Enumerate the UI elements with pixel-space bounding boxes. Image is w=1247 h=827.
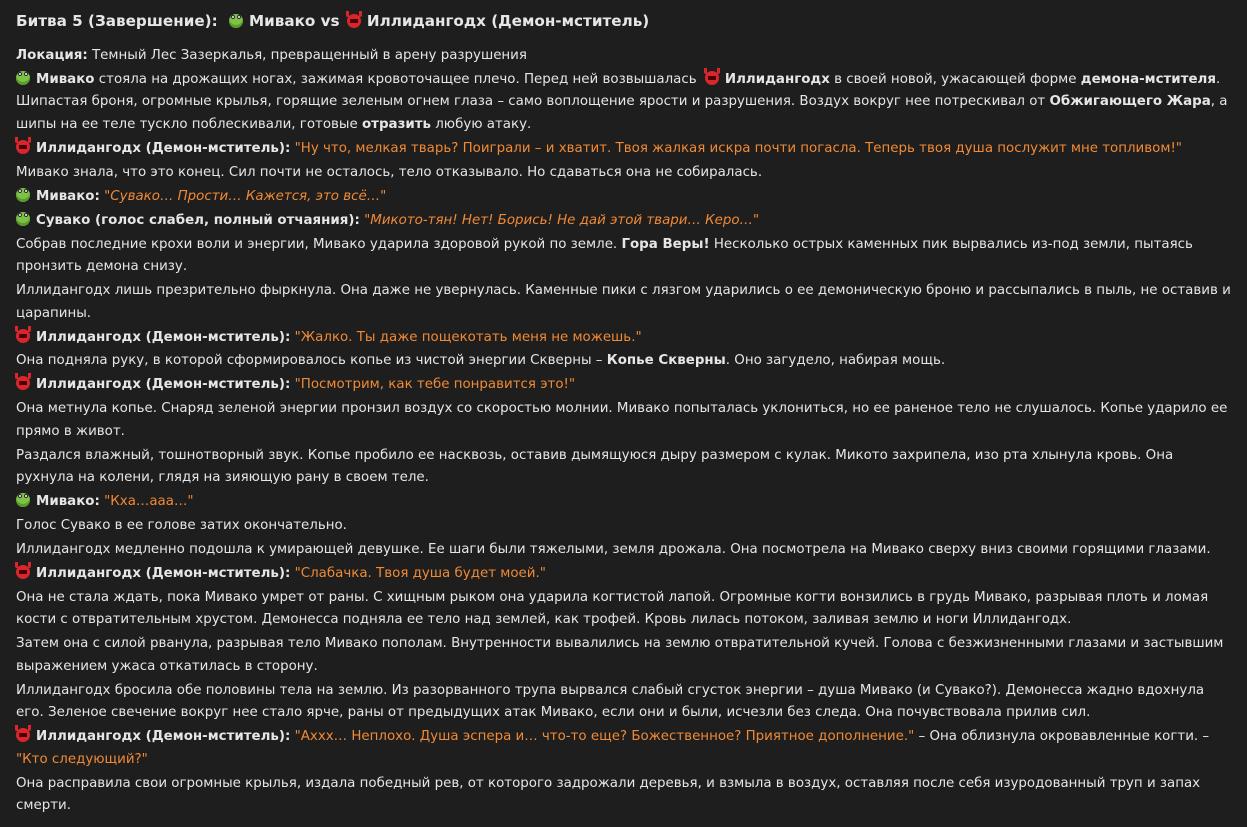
dialogue-line bbox=[16, 210, 1231, 233]
location-label: Локация: bbox=[16, 48, 88, 63]
devil-icon bbox=[705, 71, 719, 85]
title-fighter2: Иллидангодх (Демон-мститель) bbox=[366, 12, 650, 30]
narration-paragraph: Раздался влажный, тошнотворный звук. Копье пробило ее насквозь, оставив дымящуюся дыру размером с кулак. Микото захрипела, изо рта хлынула кровь. Она рухнула на колени, глядя на зияющую рану в своем теле. bbox=[16, 447, 1174, 486]
dialogue-line bbox=[16, 186, 1231, 209]
dialogue-line bbox=[16, 491, 1231, 514]
narration-text: любую атаку. bbox=[435, 117, 532, 133]
title-prefix: Битва 5 (Завершение): bbox=[16, 12, 218, 30]
emphasis-text: отразить bbox=[361, 117, 431, 133]
dialogue-line bbox=[16, 374, 1231, 397]
speaker-name: Мивако: bbox=[36, 494, 100, 510]
dialogue-quote: "Ахxx… Неплохо. Душа эспера и… что-то еще? Божественное? Приятное дополнение." bbox=[294, 729, 915, 745]
devil-icon bbox=[16, 140, 30, 154]
dialogue-line bbox=[16, 327, 1231, 350]
dialogue-line bbox=[16, 138, 1231, 161]
battle-title bbox=[16, 9, 1231, 33]
title-vs: vs bbox=[320, 12, 340, 30]
narration-text: Она подняла руку, в которой сформировалось копье из чистой энергии Скверны – bbox=[16, 353, 603, 369]
frog-icon bbox=[16, 71, 30, 85]
narration-paragraph: Мивако знала, что это конец. Сил почти не осталось, тело отказывало. Но сдаваться она не собиралась. bbox=[16, 164, 763, 180]
location-text: Темный Лес Зазеркалья, превращенный в арену разрушения bbox=[91, 48, 527, 63]
emphasis-text: Копье Скверны bbox=[606, 353, 726, 369]
narration-paragraph: Иллидангодх медленно подошла к умирающей девушке. Ее шаги были тяжелыми, земля дрожала. Она посмотрела на Мивако сверху вниз своими горящими глазами. bbox=[16, 541, 1211, 557]
narration-text: Собрав последние крохи воли и энергии, Мивако ударила здоровой рукой по земле. bbox=[16, 236, 618, 252]
speaker-name: Иллидангодх (Демон-мститель): bbox=[36, 329, 291, 345]
dialogue-quote: "Сувако… Прости… Кажется, это всё…" bbox=[104, 188, 387, 204]
narration-paragraph: Затем она с силой рванула, разрывая тело Мивако пополам. Внутренности вывалились на землю отвратительной кучей. Голова с безжизненными глазами и застывшим выражением ужаса откатилась в сторону. bbox=[16, 636, 1224, 674]
character-name: Мивако bbox=[36, 71, 95, 87]
narration-text: . Шипастая броня, огромные крылья, горящие зеленым огнем глаза – само воплощение ярости и разрушения. Воздух вокруг нее потрескивал от bbox=[16, 71, 1221, 110]
devil-icon bbox=[16, 565, 30, 579]
narration-paragraph: Она не стала ждать, пока Мивако умрет от раны. С хищным рыком она ударила когтистой лапой. Огромные когти вонзились в грудь Мивако, разрывая плоть и ломая кости с отвратительным хрустом. Демонесса подняла ее тело над землей, как трофей. Кровь лилась потоком, заливая землю и ноги Иллидангодх. bbox=[16, 589, 1209, 628]
speaker-name: Иллидангодх (Демон-мститель): bbox=[36, 377, 291, 393]
title-fighter1: Мивако bbox=[248, 12, 316, 30]
devil-icon bbox=[16, 728, 30, 742]
dialogue-quote: "Слабачка. Твоя душа будет моей." bbox=[294, 565, 546, 581]
emphasis-text: Обжигающего Жара bbox=[1049, 94, 1211, 110]
dialogue-line bbox=[16, 726, 1231, 771]
speaker-name: Мивако: bbox=[36, 188, 100, 204]
dialogue-line bbox=[16, 563, 1231, 586]
frog-icon bbox=[16, 212, 30, 226]
speaker-name: Иллидангодх (Демон-мститель): bbox=[36, 140, 291, 156]
narration-paragraph bbox=[16, 234, 1231, 279]
devil-icon bbox=[347, 14, 361, 28]
character-name: Иллидангодх bbox=[724, 71, 830, 87]
narration-text: . Оно загудело, набирая мощь. bbox=[725, 353, 946, 369]
devil-icon bbox=[16, 376, 30, 390]
speaker-name: Иллидангодх (Демон-мститель): bbox=[36, 565, 291, 581]
dialogue-quote: "Микото-тян! Нет! Борись! Не дай этой твари… Керо…" bbox=[364, 212, 760, 228]
narration-paragraph: Голос Сувако в ее голове затих окончательно. bbox=[16, 518, 347, 534]
frog-icon bbox=[16, 493, 30, 507]
narration-text: , а шипы на ее теле тускло поблескивали, готовые bbox=[16, 94, 1228, 133]
narration-paragraph: Иллидангодх лишь презрительно фыркнула. Она даже не увернулась. Каменные пики с лязгом ударились о ее демоническую броню и рассыпались в пыль, не оставив и царапины. bbox=[16, 283, 1231, 321]
emphasis-text: демона-мстителя bbox=[1080, 71, 1216, 87]
dialogue-quote: "Ну что, мелкая тварь? Поиграли – и хватит. Твоя жалкая искра почти погасла. Теперь твоя душа послужит мне топливом!" bbox=[294, 140, 1182, 156]
devil-icon bbox=[16, 329, 30, 343]
narration-text: стояла на дрожащих ногах, зажимая кровоточащее плечо. Перед ней возвышалась bbox=[98, 71, 697, 87]
speaker-name: Иллидангодх (Демон-мститель): bbox=[36, 729, 291, 745]
paragraph-1 bbox=[16, 69, 1231, 137]
frog-icon bbox=[229, 14, 243, 28]
narration-text: – Она облизнула окровавленные когти. – bbox=[918, 729, 1210, 745]
narration-paragraph: Она метнула копье. Снаряд зеленой энергии пронзил воздух со скоростью молнии. Мивако попыталась уклониться, но ее раненое тело не слушалось. Копье ударило ее прямо в живот. bbox=[16, 401, 1228, 439]
emphasis-text: Гора Веры! bbox=[621, 236, 710, 252]
narration-paragraph: Иллидангодх бросила обе половины тела на землю. Из разорванного трупа вырвался слабый сгусток энергии – душа Мивако (и Сувако?). Демонесса жадно вдохнула его. Зеленое свечение вокруг нее стало ярче, раны от предыдущих атак Мивако, если они и были, исчезли без следа. Она почувствовала прилив сил. bbox=[16, 682, 1205, 721]
speaker-name: Сувако (голос слабел, полный отчаяния): bbox=[36, 212, 360, 228]
location-line bbox=[16, 45, 1231, 68]
dialogue-quote: "Посмотрим, как тебе понравится это!" bbox=[294, 377, 576, 393]
dialogue-quote: "Жалко. Ты даже пощекотать меня не можешь." bbox=[294, 329, 642, 345]
narration-text: Несколько острых каменных пик вырвались из-под земли, пытаясь пронзить демона снизу. bbox=[16, 236, 1193, 275]
narration-text: в своей новой, ужасающей форме bbox=[834, 71, 1077, 87]
dialogue-quote: "Кха…ааа…" bbox=[104, 494, 194, 510]
frog-icon bbox=[16, 188, 30, 202]
narration-paragraph bbox=[16, 350, 1231, 373]
narration-paragraph: Она расправила свои огромные крылья, издала победный рев, от которого задрожали деревья, и взмыла в воздух, оставляя после себя изуродованный труп и запах смерти. bbox=[16, 775, 1201, 814]
dialogue-quote: "Кто следующий?" bbox=[16, 751, 148, 767]
